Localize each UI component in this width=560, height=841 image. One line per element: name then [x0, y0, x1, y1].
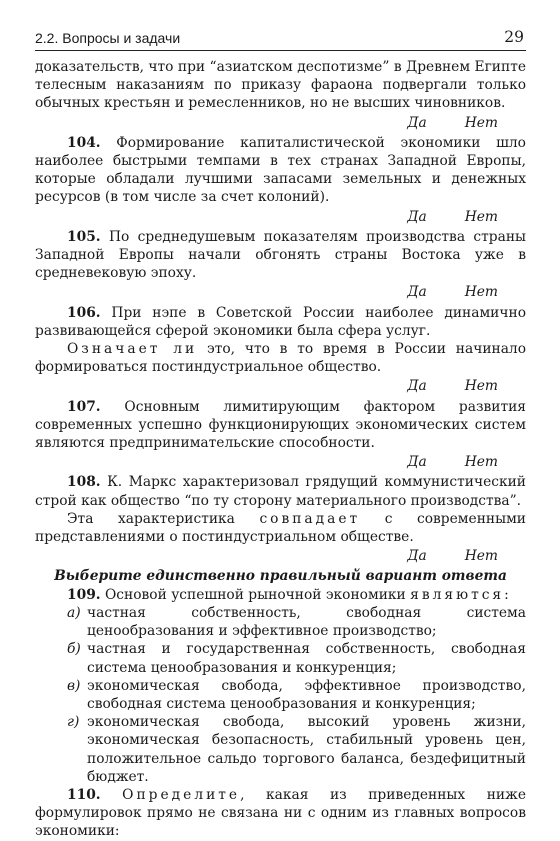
yes-option[interactable]: Да: [407, 454, 427, 471]
answer-option-a[interactable]: [35, 604, 526, 640]
answer-option-b[interactable]: [35, 640, 526, 676]
spaced-emphasis: являются: [410, 586, 505, 603]
option-label: а): [67, 604, 81, 621]
question-text: К. Маркс характеризовал грядущий коммунистический строй как общество “по ту сторону материального производства”.: [35, 474, 526, 509]
no-option[interactable]: Нет: [464, 208, 498, 225]
question-text: При нэпе в Советской России наиболее динамично развивающейся сферой экономики была сфера услуг.: [35, 304, 526, 339]
spaced-emphasis: совпадает: [259, 510, 361, 527]
yes-no-row: [35, 208, 526, 226]
question-number: 104.: [67, 134, 101, 151]
question-number: 107.: [67, 398, 101, 415]
question-text: :: [504, 586, 509, 603]
yes-option[interactable]: Да: [407, 284, 427, 301]
yes-no-row: [35, 547, 526, 565]
question-text: Основным лимитирующим фактором развития современных успешно функционирующих экономических систем являются предпринимательские способности.: [35, 398, 526, 452]
question-109: [35, 586, 526, 604]
option-text: частная собственность, свободная система ценообразования и эффективное производство;: [87, 604, 526, 640]
running-header: [35, 26, 526, 51]
question-107: [35, 398, 526, 453]
yes-option[interactable]: Да: [407, 114, 427, 131]
intro-paragraph: доказательств, что при “азиатском деспотизме” в Древнем Египте телесным наказаниям по приказу фараона подвергали только обычных крестьян и ремесленников, но не высших чиновников.: [35, 59, 526, 112]
question-104: [35, 134, 526, 207]
question-number: 105.: [67, 228, 101, 245]
page-number: 29: [504, 28, 524, 46]
question-number: 110.: [67, 786, 101, 803]
yes-option[interactable]: Да: [407, 378, 427, 395]
prompt-text: это, что в то время в России начинало формироваться постиндустриальное общество.: [35, 341, 527, 376]
spaced-emphasis: Означает ли: [67, 341, 198, 358]
option-label: б): [67, 641, 81, 658]
answer-option-d[interactable]: [35, 713, 526, 786]
question-text: Формирование капиталистической экономики шло наиболее быстрыми темпами в тех странах Западной Европы, которые обладали лучшими запасами земельных и денежных ресурсов (в том числе за счет колоний).: [35, 134, 526, 206]
question-105: [35, 228, 526, 283]
question-106-prompt: [35, 340, 526, 376]
yes-no-row: [35, 377, 526, 395]
yes-no-row: [35, 453, 526, 471]
yes-no-row: [35, 114, 526, 132]
question-108-prompt: [35, 510, 526, 546]
no-option[interactable]: Нет: [464, 284, 498, 301]
yes-option[interactable]: Да: [407, 548, 427, 565]
answer-option-c[interactable]: [35, 677, 526, 713]
option-text: частная и государственная собственность, свободная система ценообразования и конкуренция;: [87, 641, 526, 676]
yes-no-row: [35, 283, 526, 301]
question-number: 106.: [67, 304, 101, 321]
yes-option[interactable]: Да: [407, 208, 427, 225]
no-option[interactable]: Нет: [464, 548, 498, 565]
prompt-text: Эта характеристика: [67, 510, 260, 527]
section-title: 2.2. Вопросы и задачи: [35, 30, 181, 46]
no-option[interactable]: Нет: [464, 454, 498, 471]
question-number: 109.: [67, 586, 101, 603]
question-110: [35, 786, 526, 841]
question-text: , какая из приведенных ниже формулировок прямо не связана ни с одним из главных вопросов экономики:: [35, 786, 526, 840]
option-label: в): [67, 677, 81, 694]
book-page: [35, 26, 526, 841]
prompt-text: с современными представлениями о постиндустриальном обществе.: [35, 510, 527, 546]
question-text: Основой успешной рыночной экономики: [100, 586, 411, 603]
question-number: 108.: [67, 474, 101, 491]
spaced-emphasis: Определите: [122, 786, 241, 803]
page-body: [35, 51, 526, 841]
option-text: экономическая свобода, высокий уровень жизни, экономическая безопасность, стабильный уровень цен, положительное сальдо торгового баланса, бездефицитный бюджет.: [87, 714, 526, 785]
section-subheading: Выберите единственно правильный вариант ответа: [54, 568, 507, 585]
question-108: [35, 473, 526, 509]
option-label: г): [67, 714, 80, 731]
no-option[interactable]: Нет: [464, 114, 498, 131]
question-106: [35, 304, 526, 340]
option-text: экономическая свобода, эффективное производство, свободная система ценообразования и конкуренция;: [87, 677, 526, 712]
no-option[interactable]: Нет: [464, 378, 498, 395]
question-text: По среднедушевым показателям производства страны Западной Европы начали обгонять страны Востока уже в средневековую эпоху.: [35, 228, 526, 282]
